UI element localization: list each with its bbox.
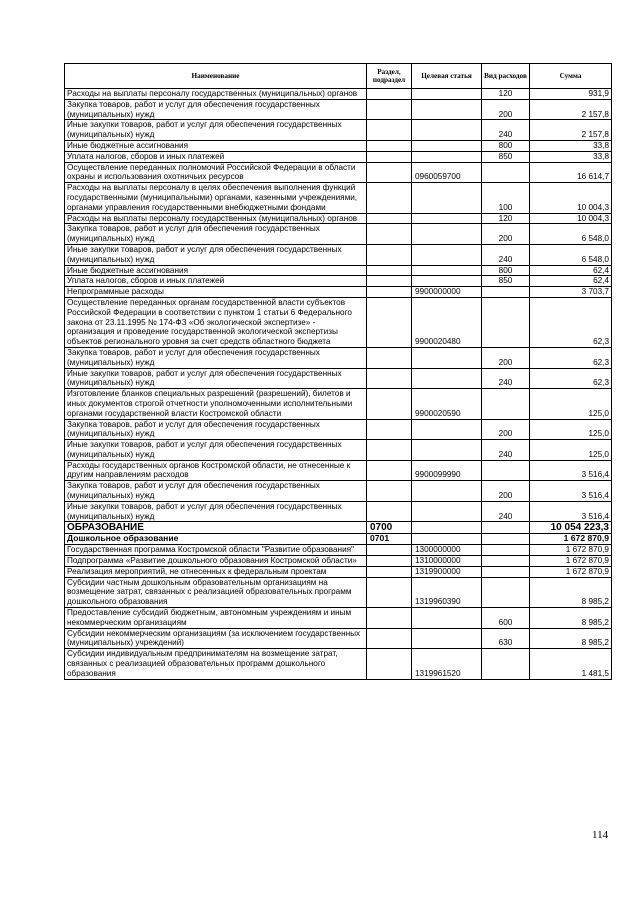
cell-type: 850 (482, 151, 530, 162)
cell-target (412, 419, 482, 440)
cell-sum: 125,0 (530, 389, 612, 419)
cell-type (482, 556, 530, 567)
cell-sum: 16 614,7 (530, 162, 612, 183)
cell-name: Иные закупки товаров, работ и услуг для обеспечения государственных (муниципальных) нужд (65, 501, 367, 522)
table-row (65, 440, 612, 461)
cell-target (412, 481, 482, 502)
header-section: Раздел, подраздел (367, 64, 412, 89)
cell-target (412, 347, 482, 368)
cell-target: 1319900000 (412, 566, 482, 577)
table-row (65, 534, 612, 545)
cell-sum: 33,8 (530, 140, 612, 151)
cell-name: Расходы на выплаты персоналу государственных (муниципальных) органов (65, 89, 367, 100)
cell-sum: 62,3 (530, 297, 612, 347)
header-sum: Сумма (530, 64, 612, 89)
cell-target (412, 501, 482, 522)
cell-section (367, 649, 412, 679)
cell-name: Иные бюджетные ассигнования (65, 140, 367, 151)
cell-section (367, 140, 412, 151)
table-row (65, 649, 612, 679)
cell-section (367, 556, 412, 567)
cell-section (367, 368, 412, 389)
cell-type (482, 649, 530, 679)
cell-sum: 125,0 (530, 419, 612, 440)
table-row (65, 460, 612, 481)
cell-name: Закупка товаров, работ и услуг для обеспечения государственных (муниципальных) нужд (65, 224, 367, 245)
cell-type (482, 389, 530, 419)
table-row (65, 162, 612, 183)
cell-name: Расходы государственных органов Костромской области, не отнесенные к другим направлениям расходов (65, 460, 367, 481)
header-name: Наименование (65, 64, 367, 89)
cell-target: 9900000000 (412, 287, 482, 298)
cell-target (412, 151, 482, 162)
cell-section (367, 162, 412, 183)
cell-type: 240 (482, 440, 530, 461)
cell-target: 1310000000 (412, 556, 482, 567)
cell-target (412, 99, 482, 120)
cell-section (367, 99, 412, 120)
cell-target (412, 368, 482, 389)
cell-type (482, 545, 530, 556)
cell-name: Подпрограмма «Развитие дошкольного образования Костромской области» (65, 556, 367, 567)
cell-name: Изготовление бланков специальных разрешений (разрешений), билетов и иных документов строгой отчетности уполномоченными исполнительными органами государственной власти Костромской области (65, 389, 367, 419)
cell-sum: 3 516,4 (530, 460, 612, 481)
cell-sum: 931,9 (530, 89, 612, 100)
table-row (65, 120, 612, 141)
cell-type: 630 (482, 628, 530, 649)
cell-sum: 3 703,7 (530, 287, 612, 298)
cell-sum: 62,3 (530, 368, 612, 389)
cell-name: Дошкольное образование (65, 534, 367, 545)
cell-type (482, 287, 530, 298)
table-row (65, 265, 612, 276)
table-row (65, 389, 612, 419)
cell-section (367, 183, 412, 213)
cell-type: 200 (482, 481, 530, 502)
cell-section (367, 265, 412, 276)
cell-name: Иные закупки товаров, работ и услуг для обеспечения государственных (муниципальных) нужд (65, 120, 367, 141)
cell-section (367, 276, 412, 287)
cell-name: Расходы на выплаты персоналу государственных (муниципальных) органов (65, 213, 367, 224)
cell-target: 1319960390 (412, 577, 482, 607)
cell-sum: 2 157,8 (530, 99, 612, 120)
cell-section (367, 120, 412, 141)
cell-sum: 8 985,2 (530, 577, 612, 607)
cell-target (412, 120, 482, 141)
cell-name: Закупка товаров, работ и услуг для обеспечения государственных (муниципальных) нужд (65, 99, 367, 120)
table-row (65, 183, 612, 213)
cell-type: 200 (482, 347, 530, 368)
cell-name: Реализация мероприятий, не отнесенных к федеральным проектам (65, 566, 367, 577)
table-row (65, 347, 612, 368)
cell-sum: 10 004,3 (530, 183, 612, 213)
cell-name: Закупка товаров, работ и услуг для обеспечения государственных (муниципальных) нужд (65, 481, 367, 502)
cell-target (412, 140, 482, 151)
cell-section (367, 213, 412, 224)
cell-name: Уплата налогов, сборов и иных платежей (65, 151, 367, 162)
cell-sum: 1 672 870,9 (530, 534, 612, 545)
cell-target: 9900099990 (412, 460, 482, 481)
table-row (65, 628, 612, 649)
table-row (65, 99, 612, 120)
cell-target (412, 534, 482, 545)
cell-type (482, 297, 530, 347)
table-row (65, 566, 612, 577)
cell-section (367, 151, 412, 162)
cell-sum: 3 516,4 (530, 501, 612, 522)
cell-target (412, 276, 482, 287)
cell-section (367, 545, 412, 556)
cell-type: 200 (482, 224, 530, 245)
table-row (65, 287, 612, 298)
table-row (65, 577, 612, 607)
cell-type: 120 (482, 89, 530, 100)
cell-section (367, 89, 412, 100)
cell-target: 1300000000 (412, 545, 482, 556)
cell-type: 850 (482, 276, 530, 287)
cell-section (367, 244, 412, 265)
cell-target: 9900020480 (412, 297, 482, 347)
cell-name: Закупка товаров, работ и услуг для обеспечения государственных (муниципальных) нужд (65, 347, 367, 368)
cell-type: 200 (482, 99, 530, 120)
cell-type (482, 577, 530, 607)
cell-target (412, 213, 482, 224)
table-row (65, 151, 612, 162)
cell-name: Осуществление переданных органам государственной власти субъектов Российской Федерации в соответствии с пунктом 1 статьи 6 Федерального закона от 23.11.1995 № 174-ФЗ «Об экологической экспертизе» - организация и проведение государственной экологической экспертизы объектов регионального уровня за счет средств областного бюджета (65, 297, 367, 347)
cell-section (367, 608, 412, 629)
cell-target: 9900020590 (412, 389, 482, 419)
cell-sum: 1 672 870,9 (530, 556, 612, 567)
cell-type (482, 460, 530, 481)
table-header-row (65, 64, 612, 89)
cell-section (367, 577, 412, 607)
header-type: Вид расходов (482, 64, 530, 89)
table-row (65, 244, 612, 265)
cell-target (412, 440, 482, 461)
cell-sum: 33,8 (530, 151, 612, 162)
cell-section (367, 501, 412, 522)
table-row (65, 419, 612, 440)
cell-name: ОБРАЗОВАНИЕ (65, 522, 367, 534)
cell-target (412, 628, 482, 649)
cell-sum: 62,4 (530, 265, 612, 276)
cell-sum: 62,4 (530, 276, 612, 287)
table-row (65, 89, 612, 100)
cell-name: Государственная программа Костромской области "Развитие образования" (65, 545, 367, 556)
cell-type: 100 (482, 183, 530, 213)
cell-type (482, 162, 530, 183)
cell-target (412, 89, 482, 100)
cell-sum: 6 548,0 (530, 244, 612, 265)
cell-target (412, 224, 482, 245)
cell-target: 0960059700 (412, 162, 482, 183)
cell-name: Субсидии некоммерческим организациям (за исключением государственных (муниципальных) учреждений) (65, 628, 367, 649)
cell-sum: 1 672 870,9 (530, 566, 612, 577)
cell-target (412, 244, 482, 265)
cell-sum: 10 054 223,3 (530, 522, 612, 534)
table-row (65, 224, 612, 245)
page-number: 114 (592, 829, 609, 841)
table-row (65, 297, 612, 347)
table-row (65, 140, 612, 151)
cell-type: 240 (482, 501, 530, 522)
cell-type: 240 (482, 120, 530, 141)
cell-section (367, 347, 412, 368)
table-body (65, 89, 612, 680)
cell-name: Субсидии частным дошкольным образовательным организациям на возмещение затрат, связанных с реализацией образовательных программ дошкольного образования (65, 577, 367, 607)
cell-name: Уплата налогов, сборов и иных платежей (65, 276, 367, 287)
cell-type: 240 (482, 368, 530, 389)
cell-section (367, 389, 412, 419)
cell-target (412, 265, 482, 276)
cell-sum: 2 157,8 (530, 120, 612, 141)
cell-section (367, 287, 412, 298)
table-row (65, 368, 612, 389)
cell-name: Непрограммные расходы (65, 287, 367, 298)
table-row (65, 276, 612, 287)
cell-section: 0700 (367, 522, 412, 534)
table-row (65, 481, 612, 502)
cell-sum: 10 004,3 (530, 213, 612, 224)
cell-target (412, 522, 482, 534)
cell-type: 800 (482, 265, 530, 276)
table-row (65, 545, 612, 556)
cell-sum: 125,0 (530, 440, 612, 461)
table-row (65, 522, 612, 534)
cell-type: 200 (482, 419, 530, 440)
cell-name: Субсидии индивидуальным предпринимателям на возмещение затрат, связанных с реализацией образовательных программ дошкольного образования (65, 649, 367, 679)
cell-type (482, 534, 530, 545)
cell-name: Осуществление переданных полномочий Российской Федерации в области охраны и использования охотничьих ресурсов (65, 162, 367, 183)
cell-name: Предоставление субсидий бюджетным, автономным учреждениям и иным некоммерческим организациям (65, 608, 367, 629)
cell-section (367, 440, 412, 461)
cell-sum: 6 548,0 (530, 224, 612, 245)
cell-name: Иные закупки товаров, работ и услуг для обеспечения государственных (муниципальных) нужд (65, 368, 367, 389)
cell-type (482, 522, 530, 534)
cell-sum: 1 481,5 (530, 649, 612, 679)
cell-section (367, 481, 412, 502)
table-row (65, 213, 612, 224)
cell-sum: 62,3 (530, 347, 612, 368)
table-row (65, 556, 612, 567)
cell-type: 120 (482, 213, 530, 224)
cell-target (412, 183, 482, 213)
cell-section: 0701 (367, 534, 412, 545)
cell-section (367, 419, 412, 440)
cell-target: 1319961520 (412, 649, 482, 679)
cell-name: Иные бюджетные ассигнования (65, 265, 367, 276)
header-target: Целевая статья (412, 64, 482, 89)
cell-sum: 8 985,2 (530, 628, 612, 649)
cell-sum: 1 672 870,9 (530, 545, 612, 556)
cell-type (482, 566, 530, 577)
cell-type: 240 (482, 244, 530, 265)
cell-section (367, 566, 412, 577)
cell-name: Иные закупки товаров, работ и услуг для обеспечения государственных (муниципальных) нужд (65, 440, 367, 461)
cell-type: 800 (482, 140, 530, 151)
cell-target (412, 608, 482, 629)
cell-name: Расходы на выплаты персоналу в целях обеспечения выполнения функций государственными (муниципальными) органами, казенными учреждениями, органами управления государственными внебюджетными фондами (65, 183, 367, 213)
cell-section (367, 460, 412, 481)
cell-type: 600 (482, 608, 530, 629)
cell-section (367, 297, 412, 347)
cell-section (367, 628, 412, 649)
table-row (65, 501, 612, 522)
cell-sum: 3 516,4 (530, 481, 612, 502)
cell-name: Закупка товаров, работ и услуг для обеспечения государственных (муниципальных) нужд (65, 419, 367, 440)
table-row (65, 608, 612, 629)
cell-sum: 8 985,2 (530, 608, 612, 629)
cell-section (367, 224, 412, 245)
cell-name: Иные закупки товаров, работ и услуг для обеспечения государственных (муниципальных) нужд (65, 244, 367, 265)
budget-table (64, 63, 612, 680)
